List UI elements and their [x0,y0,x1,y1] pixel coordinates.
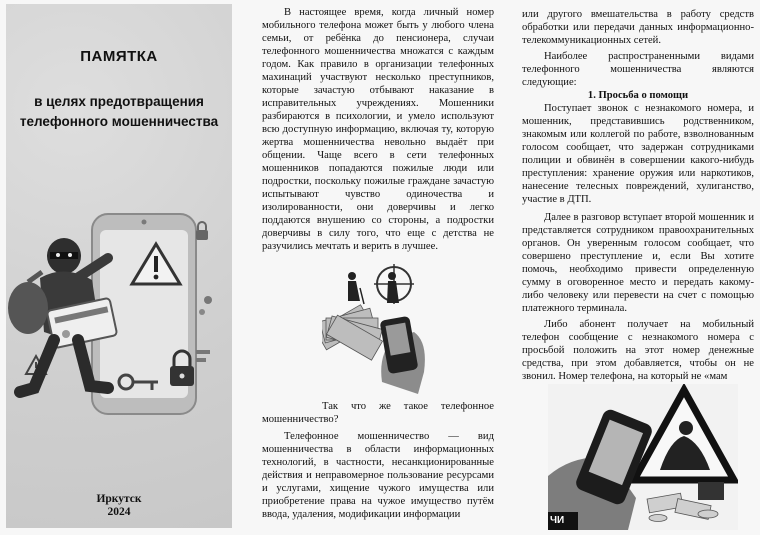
cover-footer [6,493,232,519]
column-1-bottom [262,400,494,521]
question-paragraph: Так что же такое телефонное мошенничество? [262,401,494,425]
cover-title: ПАМЯТКА [80,48,158,65]
help-paragraph-3: Либо абонент получает на мобильный телефон сообщение с незнакомого номера с просьбой положить на этот номер денежные средства, при этом добавляется, чтобы он не звонил. Номер телефона, на который не «мам [522,319,754,382]
corner-label: ЧИ [550,515,565,526]
cover-subtitle: в целях предотвращения телефонного мошенничества [19,94,219,129]
phone-warning-icon [548,384,738,530]
column-1-top [262,6,494,253]
intro-paragraph: В настоящее время, когда личный номер мобильного телефона может быть у любого члена семьи, от ребёнка до пенсионера, случаи телефонного мошенничества множатся с каждым годом. Как правило в организации телефонных махинаций участвуют несколько преступников, которые зачастую отбывают наказание в исправительных учреждениях. Мошенники разбираются в психологии, и умело используют всю доступную информацию, включая ту, которую жертва мошенничества невольно выдаёт при общении. Чаще всего в сети телефонных мошенников попадаются пожилые люди или подростки, поскольку пожилые граждане зачастую испытывают чувство одиночества и изолированности, они доверчивы и легко поддаются внушению со стороны, а подростки доверчивы в силу того, что еще с детства не разучились мечтать и верить в лучшее. [262,7,494,252]
column-2 [522,8,754,383]
cover-city: Иркутск [96,493,142,505]
help-paragraph-2: Далее в разговор вступает второй мошенник и представляется сотрудником правоохранительных органов. Он уверенным голосом сообщает, что совершено преступление и, если Вы хотите помочь, необходимо привести определенную сумму в оговоренное место и передать какому-либо человеку или перевести на счет с помощью платежного терминала. [522,212,754,314]
cover-panel [6,4,232,528]
continuation-paragraph: или другого вмешательства в работу средств обработки или передачи данных информационно-телекоммуникационных сетей. [522,9,754,46]
help-paragraph-1: Поступает звонок с незнакомого номера, и мошенник, представившись родственником, знакомым или коллегой по работе, взволнованным голосом сообщает, что задержан сотрудниками полиции и обвинён в совершении какого-нибудь преступления: хранение оружия или наркотиков, нанесение телесных повреждений, хулиганство, участие в ДТП. [522,103,754,205]
phone-thief-icon [6,204,232,444]
cover-year: 2024 [107,506,131,519]
phone-money-icon [322,262,440,394]
common-types-paragraph: Наиболее распространенными видами телефонного мошенничества являются следующие: [522,51,754,88]
section-heading-help: 1. Просьба о помощи [587,90,689,101]
definition-paragraph: Телефонное мошенничество — вид мошенничества в области информационных технологий, в частности, несанкционированные действия и неправомерное пользование ресурсами и услугами, хищение чужого имущества или приобретение права на чужое имущество путём ввода, удаления, модификации информации [262,431,494,520]
